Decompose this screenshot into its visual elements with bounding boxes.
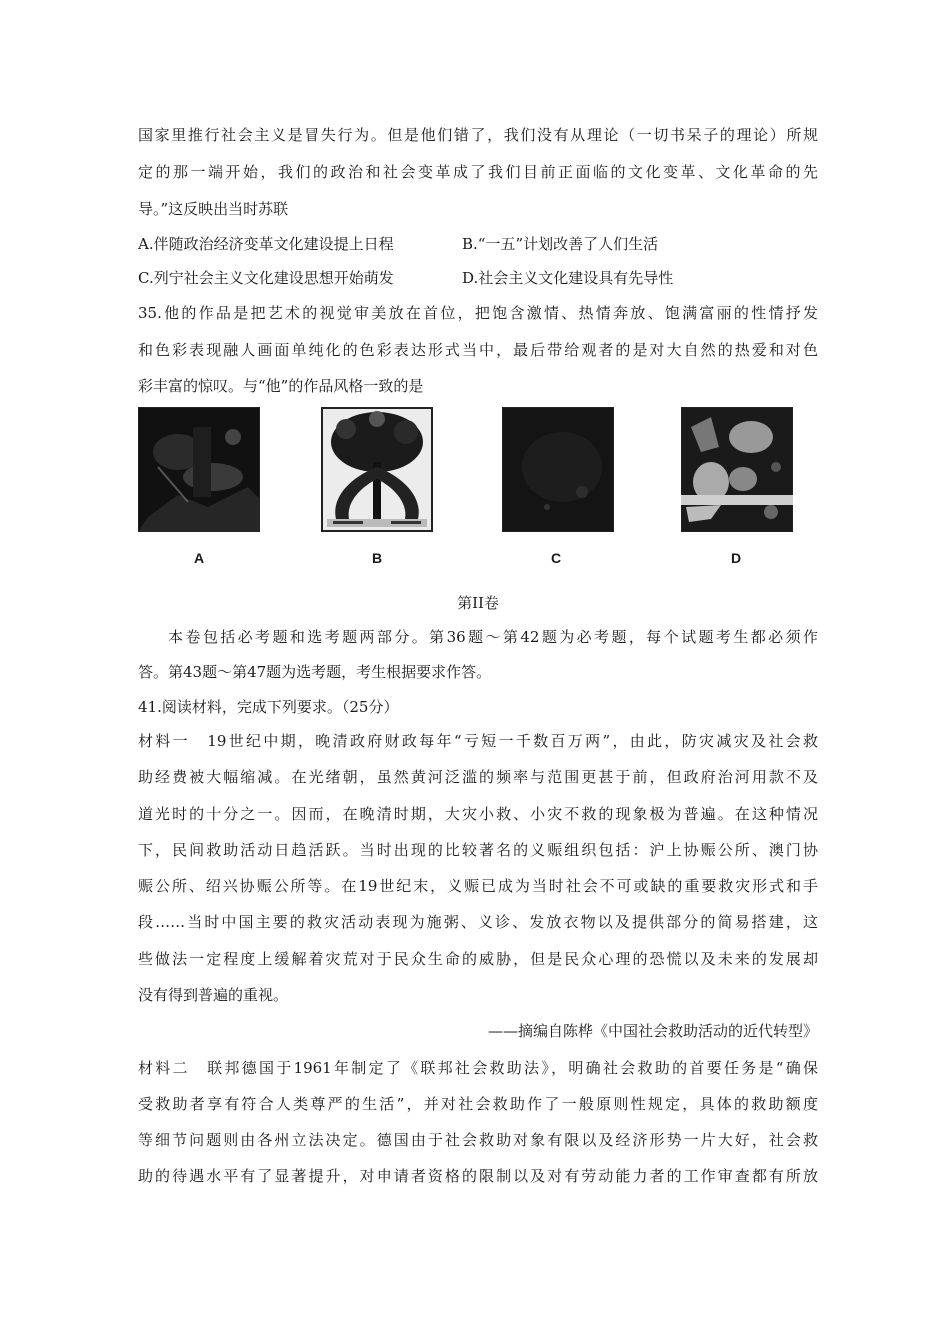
question-35-line: 和色彩表现融人画面单纯化的色彩表达形式当中，最后带给观者的是对大自然的热爱和对色	[138, 341, 818, 359]
material-2-line: 材料二 联邦德国于1961年制定了《联邦社会救助法》，明确社会救助的首要任务是“确保	[138, 1059, 818, 1077]
material-2-line: 等细节问题则由各州立法决定。德国由于社会救助对象有限以及经济形势一片大好，社会救	[138, 1131, 818, 1149]
material-1-line: 没有得到普遍的重视。	[138, 986, 289, 1004]
question-35-line: 彩丰富的惊叹。与“他”的作品风格一致的是	[138, 377, 424, 395]
section-intro-line: 答。第43题～第47题为选考题，考生根据要求作答。	[138, 663, 492, 681]
question-41-title: 41.阅读材料，完成下列要求。（25分）	[138, 698, 399, 716]
material-1-line: 些做法一定程度上缓解着灾荒对于民众生命的威胁，但是民众心理的恐慌以及未来的发展却	[138, 950, 818, 968]
material-1-line: 赈公所、绍兴协赈公所等。在19世纪末，义赈已成为当时社会不可或缺的重要救灾形式和手	[138, 877, 818, 895]
figure-label-b: B	[371, 550, 383, 566]
material-1-source: ——摘编自陈桦《中国社会救助活动的近代转型》	[487, 1022, 818, 1040]
painting-d	[681, 407, 793, 532]
painting-c	[502, 407, 614, 532]
figure-label-d: D	[730, 550, 742, 566]
material-1-line: 材料一 19世纪中期，晚清政府财政每年“亏短一千数百万两”，由此，防灾减灾及社会救	[138, 732, 818, 750]
painting-b	[321, 407, 433, 532]
question-35-line: 35.他的作品是把艺术的视觉审美放在首位，把饱含激情、热情奔放、饱满富丽的性情抒发	[138, 304, 818, 322]
material-1-line: 助经费被大幅缩减。在光绪朝，虽然黄河泛滥的频率与范围更甚于前，但政府治河用款不及	[138, 768, 818, 786]
material-2-line: 受救助者享有符合人类尊严的生活”，并对社会救助作了一般原则性规定，具体的救助额度	[138, 1095, 818, 1113]
section-title: 第II卷	[457, 594, 499, 612]
material-1-line: 下，民间救助活动日趋活跃。当时出现的比较著名的义赈组织包括：沪上协赈公所、澳门协	[138, 841, 818, 859]
paragraph-line: 导。”这反映出当时苏联	[138, 200, 289, 218]
painting-a	[138, 407, 260, 532]
material-2-line: 助的待遇水平有了显著提升，对申请者资格的限制以及对有劳动能力者的工作审查都有所放	[138, 1167, 818, 1185]
paragraph-line: 定的那一端开始，我们的政治和社会变革成了我们目前正面临的文化变革、文化革命的先	[138, 163, 818, 181]
section-intro-line: 本卷包括必考题和选考题两部分。第36题～第42题为必考题，每个试题考生都必须作	[168, 628, 818, 646]
figure-label-c: C	[550, 550, 562, 566]
option-a: A.伴随政治经济变革文化建设提上日程	[138, 235, 394, 253]
option-b: B.“一五”计划改善了人们生活	[462, 235, 659, 253]
paragraph-line: 国家里推行社会主义是冒失行为。但是他们错了，我们没有从理论（一切书呆子的理论）所规	[138, 126, 818, 144]
option-c: C.列宁社会主义文化建设思想开始萌发	[138, 269, 394, 287]
figure-label-a: A	[193, 550, 205, 566]
material-1-line: 段……当时中国主要的救灾活动表现为施粥、义诊、发放衣物以及提供部分的简易搭建，这	[138, 913, 818, 931]
material-1-line: 道光时的十分之一。因而，在晚清时期，大灾小救、小灾不救的现象极为普遍。在这种情况	[138, 805, 818, 823]
option-d: D.社会主义文化建设具有先导性	[462, 269, 674, 287]
paintings-figure	[138, 407, 818, 567]
